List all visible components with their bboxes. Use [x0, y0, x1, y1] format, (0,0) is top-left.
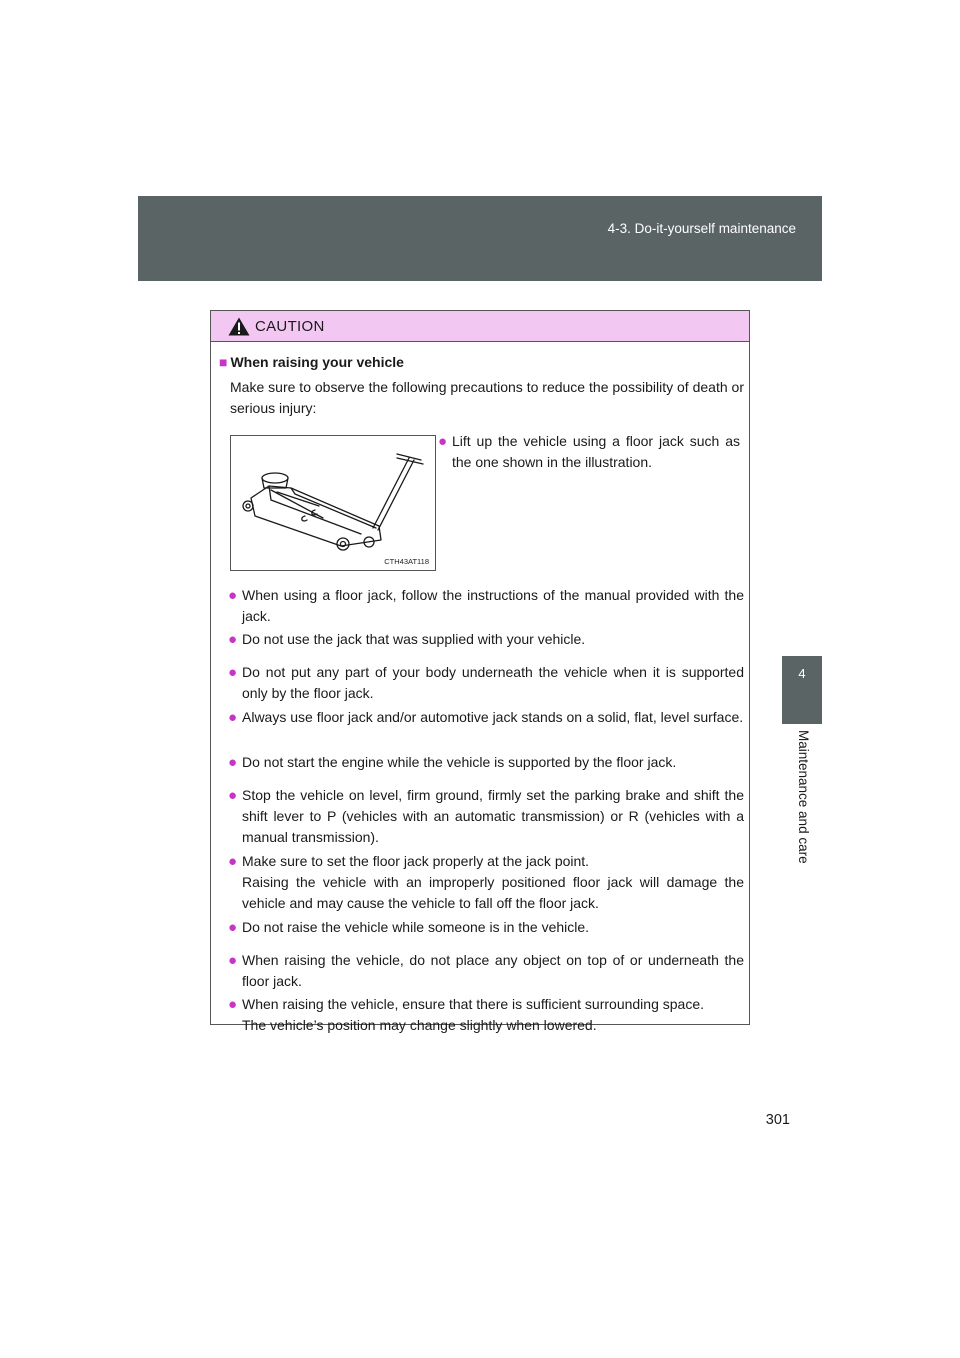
chapter-label: Maintenance and care	[796, 730, 811, 864]
list-item	[438, 431, 740, 473]
section-heading-text: When raising your vehicle	[230, 354, 404, 370]
list-item	[228, 917, 744, 938]
page-number: 301	[765, 1112, 790, 1128]
list-item	[228, 585, 744, 627]
caution-title: CAUTION	[255, 318, 325, 335]
list-item	[228, 752, 744, 773]
list-item	[228, 662, 744, 704]
bullet-dot: ●	[228, 919, 238, 936]
list-item-text: Stop the vehicle on level, firm ground, firmly set the parking brake and shift the shift lever to P (vehicles with an automatic transmission) or R (vehicles with a manual transmission).	[242, 787, 744, 845]
list-item-text: Do not put any part of your body underneath the vehicle when it is supported only by the floor jack.	[242, 664, 744, 701]
list-item-text: Do not use the jack that was supplied with your vehicle.	[242, 631, 586, 647]
list-item-text: Do not raise the vehicle while someone is in the vehicle.	[242, 919, 590, 935]
list-item	[228, 994, 744, 1015]
bullet-dot: ●	[228, 587, 238, 604]
chapter-number: 4	[798, 666, 806, 681]
list-item-text: Make sure to set the floor jack properly at the jack point.	[242, 853, 590, 869]
caution-header	[211, 311, 749, 342]
warning-icon	[228, 317, 250, 336]
list-item-text: The vehicle’s position may change slightly when lowered.	[242, 1017, 597, 1033]
list-item	[228, 785, 744, 848]
section-heading	[219, 354, 404, 370]
list-item-continuation	[228, 1015, 744, 1036]
section-title: 4-3. Do-it-yourself maintenance	[607, 221, 796, 236]
list-item	[228, 629, 744, 650]
figure-code: CTH43AT118	[384, 557, 429, 566]
bullet-dot: ●	[228, 754, 238, 771]
bullet-dot: ●	[228, 709, 238, 726]
list-item	[228, 851, 744, 872]
bullet-dot: ●	[228, 952, 238, 969]
list-item-text: Do not start the engine while the vehicle is supported by the floor jack.	[242, 754, 677, 770]
list-item-text: When raising the vehicle, do not place any object on top of or underneath the floor jack.	[242, 952, 744, 989]
bullet-dot: ●	[228, 631, 238, 648]
list-item-text: Always use floor jack and/or automotive jack stands on a solid, flat, level surface.	[242, 709, 744, 725]
list-item-text: When raising the vehicle, ensure that there is sufficient surrounding space.	[242, 996, 704, 1012]
caution-box	[210, 310, 750, 1033]
intro-paragraph: Make sure to observe the following precautions to reduce the possibility of death or serious injury:	[230, 379, 744, 416]
bullet-dot: ●	[228, 996, 238, 1013]
list-item-text: Lift up the vehicle using a floor jack such as the one shown in the illustration.	[452, 433, 740, 470]
section-marker: ■	[219, 354, 228, 370]
bullet-dot: ●	[438, 433, 448, 450]
floor-jack-illustration	[230, 435, 436, 571]
list-item-continuation	[228, 872, 744, 914]
list-item-text: Raising the vehicle with an improperly positioned floor jack will damage the vehicle and may cause the vehicle to fall off the floor jack.	[242, 874, 744, 911]
bullet-dot: ●	[228, 787, 238, 804]
list-item	[228, 707, 744, 728]
bullet-dot: ●	[228, 853, 238, 870]
bullet-dot: ●	[228, 664, 238, 681]
chapter-tab	[782, 656, 822, 724]
section-header-band	[138, 196, 822, 281]
list-item	[228, 950, 744, 992]
floor-jack-drawing	[231, 436, 435, 570]
list-item-text: When using a floor jack, follow the instructions of the manual provided with the jack.	[242, 587, 744, 624]
